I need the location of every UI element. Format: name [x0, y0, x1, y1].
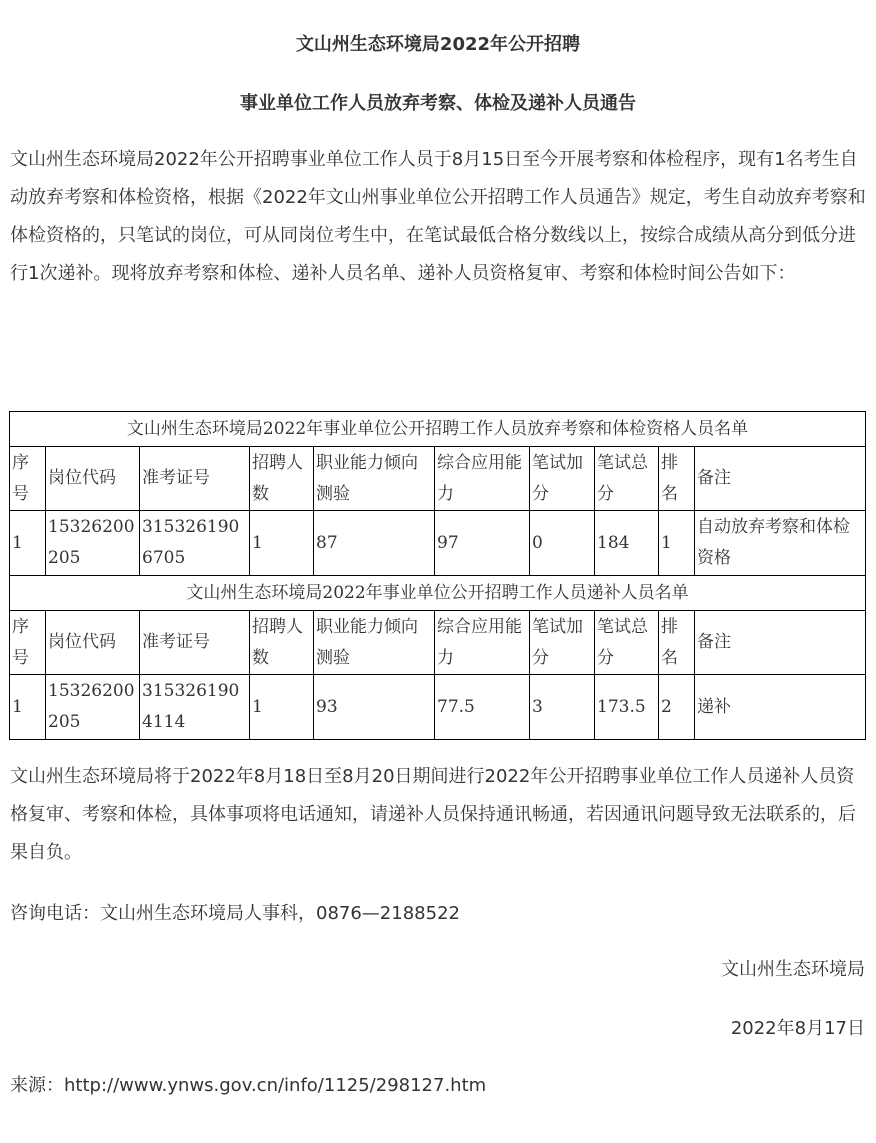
header-cell: 笔试总分	[595, 610, 659, 675]
table-cell: 1	[250, 675, 314, 740]
header-cell: 笔试总分	[595, 446, 659, 511]
replacement-notice-paragraph: 文山州生态环境局将于2022年8月18日至8月20日期间进行2022年公开招聘事业单位工作人员递补人员资格复审、考察和体检，具体事项将电话通知，请递补人员保持通讯畅通，若因通讯问题导致无法联系的，后果自负。	[10, 766, 856, 863]
header-cell: 序号	[10, 610, 46, 675]
table-cell: 87	[314, 511, 435, 576]
withdrawn-header-row	[10, 446, 866, 511]
header-cell: 职业能力倾向测验	[314, 446, 435, 511]
table-cell: 3153261906705	[140, 511, 250, 576]
candidate-roster-table	[9, 411, 866, 740]
table-cell: 93	[314, 675, 435, 740]
table-cell: 1	[659, 511, 695, 576]
table-cell: 1	[250, 511, 314, 576]
table-cell: 1	[10, 675, 46, 740]
header-cell: 排名	[659, 610, 695, 675]
table-cell: 递补	[695, 675, 866, 740]
table-row	[10, 675, 866, 740]
header-cell: 职业能力倾向测验	[314, 610, 435, 675]
table-cell: 77.5	[435, 675, 530, 740]
table-cell: 15326200205	[46, 675, 140, 740]
table-cell: 自动放弃考察和体检资格	[695, 511, 866, 576]
table-cell: 173.5	[595, 675, 659, 740]
header-cell: 招聘人数	[250, 610, 314, 675]
contact-line: 咨询电话：文山州生态环境局人事科，0876—2188522	[10, 903, 460, 924]
header-cell: 备注	[695, 446, 866, 511]
header-cell: 准考证号	[140, 446, 250, 511]
notice-title-line-2: 事业单位工作人员放弃考察、体检及递补人员通告	[240, 93, 636, 114]
table-cell: 0	[530, 511, 595, 576]
table-row	[10, 511, 866, 576]
header-cell: 岗位代码	[46, 610, 140, 675]
table-cell: 15326200205	[46, 511, 140, 576]
intro-paragraph: 文山州生态环境局2022年公开招聘事业单位工作人员于8月15日至今开展考察和体检程序，现有1名考生自动放弃考察和体检资格，根据《2022年文山州事业单位公开招聘工作人员通告》规定，考生自动放弃考察和体检资格的，只笔试的岗位，可从同岗位考生中，在笔试最低合格分数线以上，按综合成绩从高分到低分进行1次递补。现将放弃考察和体检、递补人员名单、递补人员资格复审、考察和体检时间公告如下：	[10, 149, 866, 284]
replacement-table-caption: 文山州生态环境局2022年事业单位公开招聘工作人员递补人员名单	[10, 575, 866, 610]
table-cell: 1	[10, 511, 46, 576]
table-cell: 3153261904114	[140, 675, 250, 740]
header-cell: 排名	[659, 446, 695, 511]
notice-title-line-1: 文山州生态环境局2022年公开招聘	[295, 34, 581, 55]
header-cell: 综合应用能力	[435, 446, 530, 511]
replacement-header-row	[10, 610, 866, 675]
signature-organization: 文山州生态环境局	[721, 959, 865, 980]
header-cell: 备注	[695, 610, 866, 675]
header-cell: 招聘人数	[250, 446, 314, 511]
withdrawn-table-caption-row	[10, 412, 866, 447]
header-cell: 序号	[10, 446, 46, 511]
table-cell: 2	[659, 675, 695, 740]
header-cell: 准考证号	[140, 610, 250, 675]
withdrawn-table-caption: 文山州生态环境局2022年事业单位公开招聘工作人员放弃考察和体检资格人员名单	[10, 412, 866, 447]
table-cell: 184	[595, 511, 659, 576]
header-cell: 笔试加分	[530, 446, 595, 511]
table-cell: 97	[435, 511, 530, 576]
table-cell: 3	[530, 675, 595, 740]
header-cell: 岗位代码	[46, 446, 140, 511]
replacement-table-caption-row	[10, 575, 866, 610]
source-link[interactable]: 来源：http://www.ynws.gov.cn/info/1125/298127.htm	[10, 1075, 487, 1096]
signature-date: 2022年8月17日	[730, 1018, 865, 1039]
header-cell: 综合应用能力	[435, 610, 530, 675]
header-cell: 笔试加分	[530, 610, 595, 675]
